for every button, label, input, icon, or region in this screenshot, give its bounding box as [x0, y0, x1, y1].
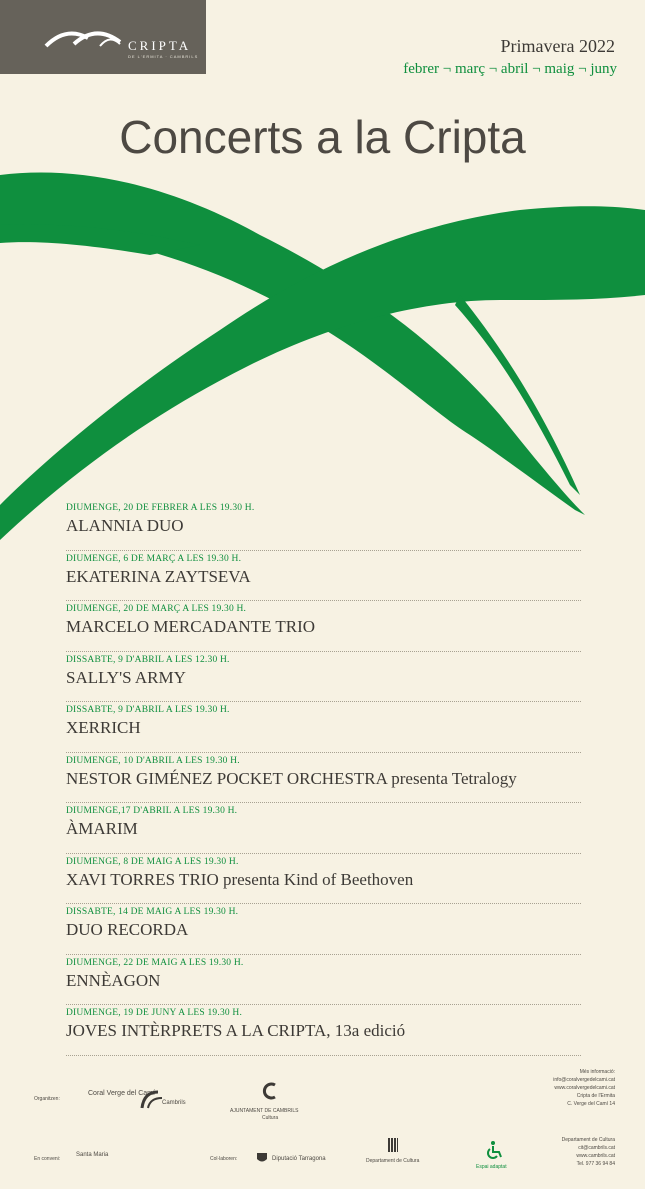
months-list: febrer ¬ març ¬ abril ¬ maig ¬ juny	[403, 61, 617, 77]
event-name: NESTOR GIMÉNEZ POCKET ORCHESTRA presenta Tetralogy	[66, 768, 517, 788]
event-list	[66, 500, 581, 1056]
event-item	[66, 955, 581, 1006]
diputacio-label: Diputació Tarragona	[272, 1156, 326, 1162]
logo-subtext: DE L'ERMITA · CAMBRILS	[128, 54, 199, 59]
wheelchair-accessible-icon	[484, 1140, 504, 1160]
event-name: MARCELO MERCADANTE TRIO	[66, 617, 316, 636]
dept-line: cit@cambrils.cat	[578, 1145, 615, 1151]
dept-line: Departament de Cultura	[561, 1137, 615, 1143]
event-item	[66, 803, 581, 854]
event-name: XAVI TORRES TRIO presenta Kind of Beethoven	[66, 869, 414, 889]
ajuntament-label: AJUNTAMENT DE CAMBRILS	[230, 1108, 299, 1114]
event-item	[66, 854, 581, 905]
coral-logo-icon	[138, 1088, 166, 1110]
event-item	[66, 500, 581, 551]
organitzen-label: Organitzen:	[34, 1096, 60, 1102]
event-date: DISSABTE, 14 DE MAIG A LES 19.30 H.	[66, 907, 239, 917]
event-name: DUO RECORDA	[66, 920, 189, 939]
event-name: SALLY'S ARMY	[66, 667, 186, 687]
ajuntament-c-icon	[262, 1082, 278, 1100]
dept-line: Tel. 977 36 94 84	[576, 1161, 615, 1167]
info-block	[553, 1068, 615, 1108]
event-name: JOVES INTÈRPRETS A LA CRIPTA, 13a edició	[66, 1021, 406, 1040]
logo-text: CRIPTA	[128, 38, 192, 53]
event-name: XERRICH	[66, 718, 141, 737]
info-line: Cripta de l'Ermita	[576, 1093, 615, 1099]
cultura-label: Cultura	[262, 1115, 279, 1121]
event-item	[66, 551, 581, 602]
event-date: DIUMENGE, 20 DE MARÇ A LES 19.30 H.	[66, 604, 247, 614]
coral-name: Coral Verge del Camí	[88, 1090, 155, 1097]
info-title: Més informació:	[579, 1069, 615, 1075]
event-date: DIUMENGE, 10 D'ABRIL A LES 19.30 H.	[66, 755, 240, 766]
dept-line: www.cambrils.cat	[576, 1153, 615, 1159]
green-brush-cross-icon	[0, 165, 645, 545]
event-date: DIUMENGE, 6 DE MARÇ A LES 19.30 H.	[66, 553, 242, 564]
col-laboren-label: Col·laboren:	[210, 1156, 238, 1162]
season-label: Primavera 2022	[500, 36, 615, 56]
event-name: ÀMARIM	[66, 819, 138, 838]
cripta-logo	[0, 0, 206, 74]
event-item	[66, 1005, 581, 1056]
info-line: C. Verge del Camí 14	[567, 1101, 615, 1107]
event-item	[66, 652, 581, 703]
event-date: DISSABTE, 9 D'ABRIL A LES 12.30 H.	[66, 654, 230, 665]
event-date: DIUMENGE, 19 DE JUNY A LES 19.30 H.	[66, 1008, 243, 1018]
generalitat-flag-icon	[388, 1138, 398, 1152]
footer	[0, 1060, 645, 1189]
event-name: EKATERINA ZAYTSEVA	[66, 566, 251, 586]
espai-adaptat-label: Espai adaptat	[476, 1164, 507, 1170]
diputacio-shield-icon	[256, 1152, 268, 1164]
event-date: DIUMENGE, 8 DE MAIG A LES 19.30 H.	[66, 856, 239, 867]
info-line: info@coralvergedelcami.cat	[553, 1077, 615, 1083]
department-block	[562, 1136, 615, 1168]
event-name: ENNÈAGON	[66, 970, 161, 990]
parroquia-label: Santa Maria	[76, 1152, 109, 1158]
event-date: DIUMENGE, 22 DE MAIG A LES 19.30 H.	[66, 957, 244, 968]
event-item	[66, 904, 581, 955]
event-date: DIUMENGE,17 D'ABRIL A LES 19.30 H.	[66, 806, 238, 816]
event-name: ALANNIA DUO	[66, 516, 184, 535]
en-conveni-label: En conveni:	[34, 1156, 61, 1162]
page-title: Concerts a la Cripta	[119, 111, 526, 163]
cambrils-label: Cambrils	[162, 1100, 186, 1106]
event-item	[66, 753, 581, 804]
event-date: DIUMENGE, 20 DE FEBRER A LES 19.30 H.	[66, 503, 255, 513]
info-line: www.coralvergedelcami.cat	[554, 1085, 615, 1091]
event-item	[66, 702, 581, 753]
event-item	[66, 601, 581, 652]
cripta-arches-icon	[44, 26, 122, 48]
event-date: DISSABTE, 9 D'ABRIL A LES 19.30 H.	[66, 705, 230, 715]
generalitat-label: Departament de Cultura	[366, 1158, 420, 1164]
